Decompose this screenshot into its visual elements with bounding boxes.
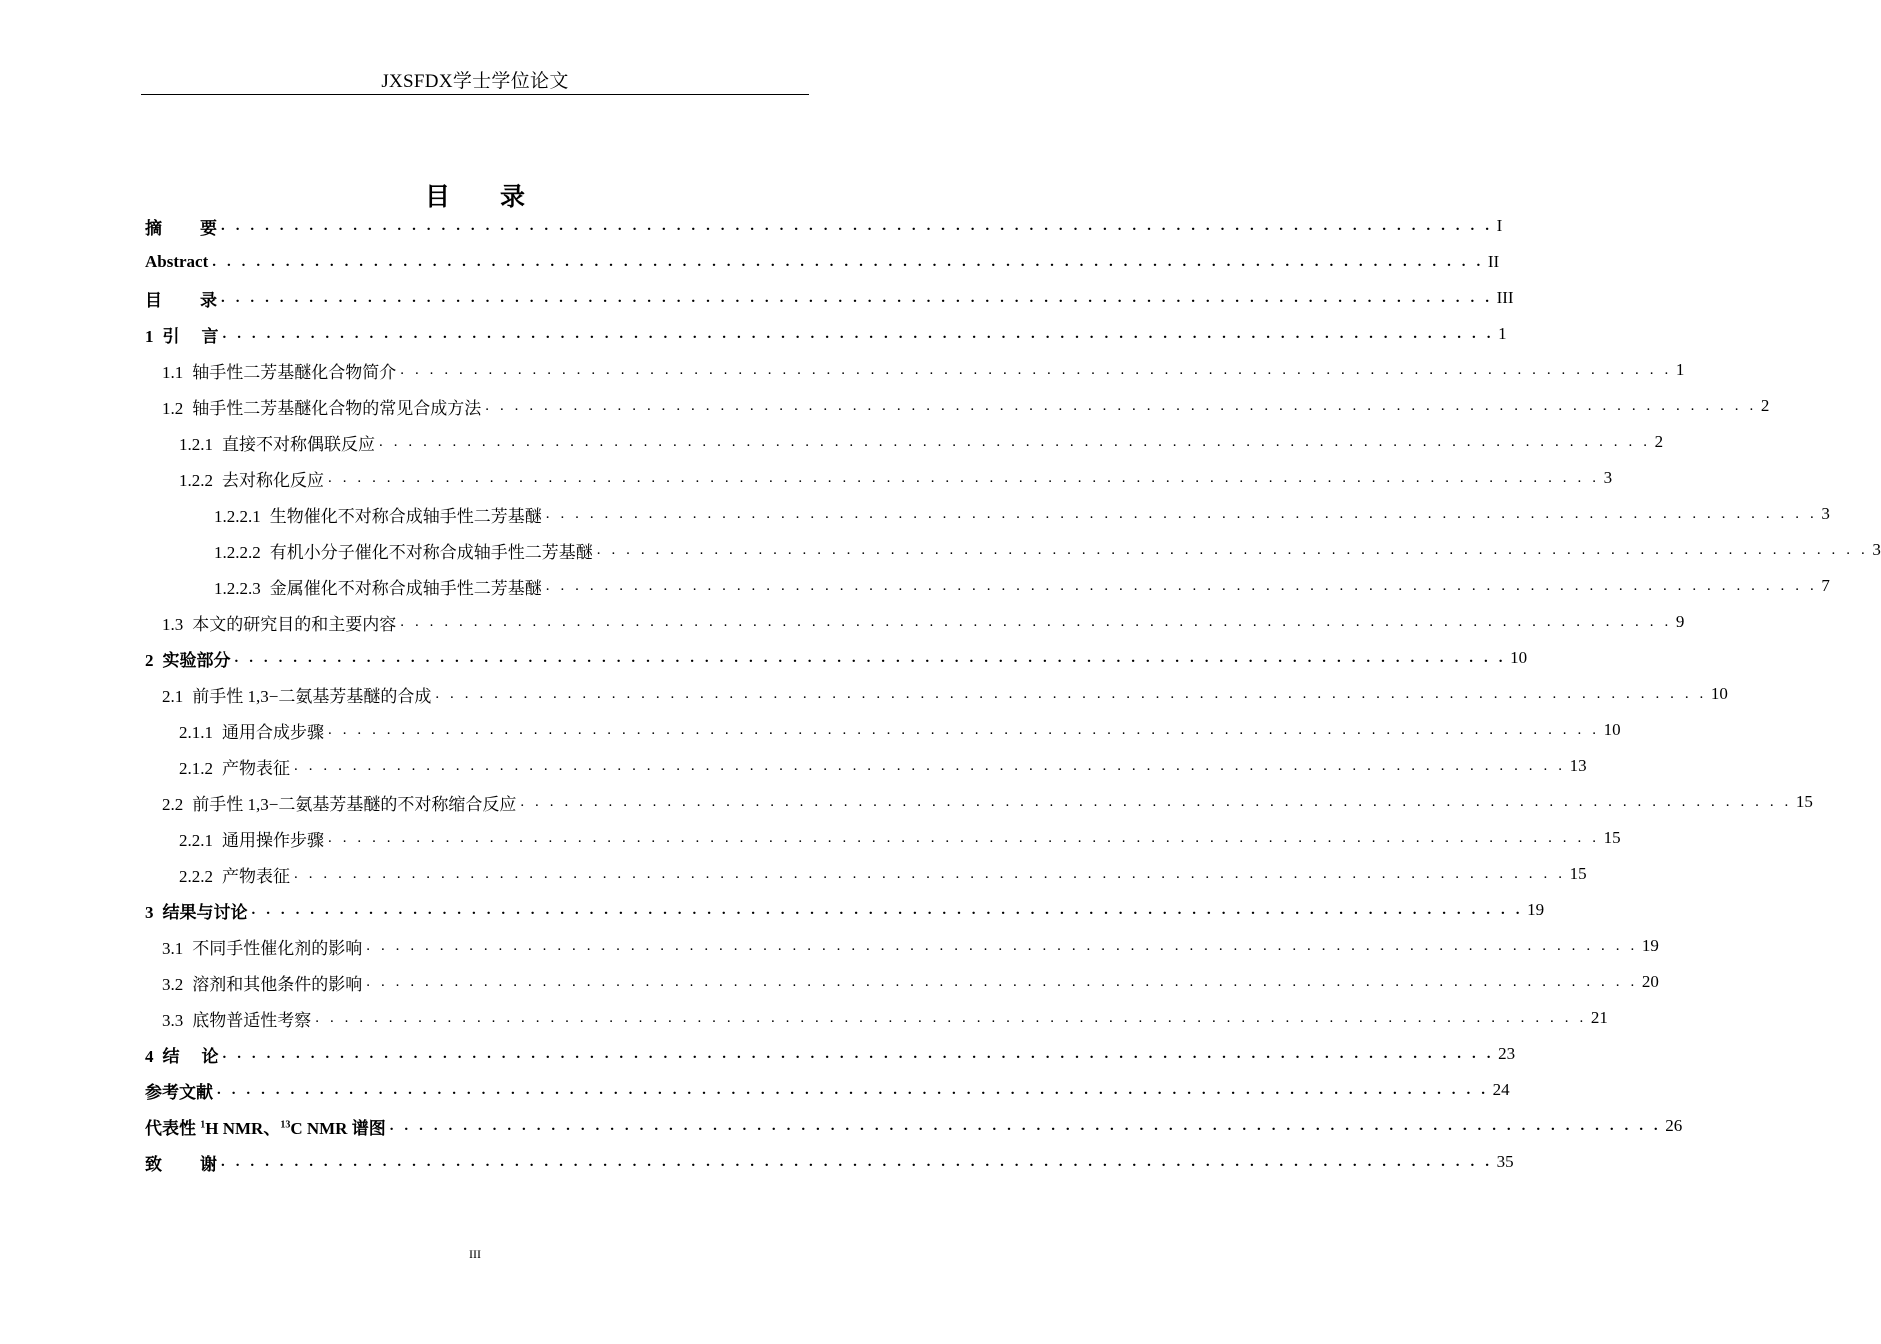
toc-entry-page: 10	[1510, 648, 1528, 667]
toc-entry-page: 2	[1760, 396, 1770, 415]
toc-entry-label	[179, 466, 324, 491]
toc-title-part2: 录	[500, 182, 526, 211]
dot-leader: . . . . . . . . . . . . . . . . . . . . . . . . . . . . . . . . . . . . . . . . . . . . . . . . . . . . . . . . . . . . . . . . . . . . . . . . . . . . . . . . . . . . . . .	[545, 505, 1818, 522]
toc-entry[interactable]	[145, 460, 1613, 496]
table-of-contents	[145, 208, 1881, 1180]
toc-entry[interactable]	[145, 280, 1514, 316]
toc-entry-page: 15	[1603, 828, 1621, 847]
toc-entry-page: 15	[1569, 864, 1587, 883]
toc-entry-page: 9	[1675, 612, 1685, 631]
toc-entry-text: 轴手性二芳基醚化合物的常见合成方法	[192, 398, 482, 418]
dot-leader: . . . . . . . . . . . . . . . . . . . . . . . . . . . . . . . . . . . . . . . . . . . . . . . . . . . . . . . . . . . . . . . . . . . . . . . . . . . . . . . . . . . . . . .	[545, 577, 1818, 594]
dot-leader: . . . . . . . . . . . . . . . . . . . . . . . . . . . . . . . . . . . . . . . . . . . . . . . . . . . . . . . . . . . . . . . . . . . . . . . . . . . . . . . . . . . . . . .	[366, 973, 1638, 990]
toc-entry[interactable]	[145, 748, 1587, 784]
toc-entry-text: 去对称化反应	[222, 470, 324, 490]
toc-entry-page: 3	[1603, 468, 1613, 487]
dot-leader: . . . . . . . . . . . . . . . . . . . . . . . . . . . . . . . . . . . . . . . . . . . . . . . . . . . . . . . . . . . . . . . . . . . . . . . . . . . . . . . . . . . . . . .	[315, 1009, 1587, 1026]
toc-entry-label	[145, 898, 248, 923]
toc-entry-label	[214, 574, 542, 599]
toc-entry-number: 3	[145, 902, 154, 922]
dot-leader: . . . . . . . . . . . . . . . . . . . . . . . . . . . . . . . . . . . . . . . . . . . . . . . . . . . . . . . . . . . . . . . . . . . . . . . . . . . . . . . . . . . . . . .	[212, 253, 1484, 270]
toc-entry-number: 2	[145, 650, 154, 670]
toc-entry-label	[145, 286, 217, 311]
header-rule	[141, 94, 809, 95]
toc-entry-number: 2.1	[162, 686, 184, 706]
toc-entry-number: 3.2	[162, 974, 184, 994]
toc-entry-text: 实验部分	[162, 650, 231, 670]
dot-leader: . . . . . . . . . . . . . . . . . . . . . . . . . . . . . . . . . . . . . . . . . . . . . . . . . . . . . . . . . . . . . . . . . . . . . . . . . . . . . . . . . . . . . . .	[222, 325, 1495, 342]
toc-entry-label	[214, 538, 593, 563]
toc-entry-page: II	[1487, 252, 1500, 271]
dot-leader: . . . . . . . . . . . . . . . . . . . . . . . . . . . . . . . . . . . . . . . . . . . . . . . . . . . . . . . . . . . . . . . . . . . . . . . . . . . . . . . . . . . . . . .	[221, 289, 1493, 306]
dot-leader: . . . . . . . . . . . . . . . . . . . . . . . . . . . . . . . . . . . . . . . . . . . . . . . . . . . . . . . . . . . . . . . . . . . . . . . . . . . . . . . . . . . . . . .	[222, 1045, 1495, 1062]
toc-entry-text: Abstract	[145, 252, 209, 271]
toc-entry[interactable]	[145, 676, 1728, 712]
running-header: JXSFDX学士学位论文	[381, 71, 569, 92]
toc-entry-number: 2.2.2	[179, 866, 213, 886]
toc-entry-page: 1	[1675, 360, 1685, 379]
dot-leader: . . . . . . . . . . . . . . . . . . . . . . . . . . . . . . . . . . . . . . . . . . . . . . . . . . . . . . . . . . . . . . . . . . . . . . . . . . . . . . . . . . . . . . .	[520, 793, 1792, 810]
dot-leader: . . . . . . . . . . . . . . . . . . . . . . . . . . . . . . . . . . . . . . . . . . . . . . . . . . . . . . . . . . . . . . . . . . . . . . . . . . . . . . . . . . . . . . .	[328, 829, 1600, 846]
toc-entry-label	[145, 1150, 217, 1175]
toc-entry-page: 26	[1665, 1116, 1683, 1135]
toc-entry-label-p3: C NMR 谱图	[290, 1118, 386, 1138]
toc-entry-text: 结果与讨论	[162, 902, 248, 922]
toc-entry-number: 3.1	[162, 938, 184, 958]
toc-entry-page: 2	[1654, 432, 1664, 451]
toc-entry-number: 3.3	[162, 1010, 184, 1030]
toc-entry-label	[162, 682, 431, 707]
toc-entry-text: 溶剂和其他条件的影响	[192, 974, 363, 994]
toc-entry-page: 13	[1569, 756, 1587, 775]
toc-entry-label	[179, 430, 375, 455]
toc-entry-label	[145, 1042, 219, 1067]
toc-entry[interactable]	[145, 1000, 1608, 1036]
toc-entry-page: 24	[1492, 1080, 1510, 1099]
toc-entry[interactable]	[145, 964, 1659, 1000]
toc-entry-label	[162, 610, 396, 635]
toc-entry-label-part2: 谢	[200, 1154, 217, 1174]
toc-entry-number: 1.1	[162, 362, 184, 382]
toc-entry-page: 21	[1590, 1008, 1608, 1027]
dot-leader: . . . . . . . . . . . . . . . . . . . . . . . . . . . . . . . . . . . . . . . . . . . . . . . . . . . . . . . . . . . . . . . . . . . . . . . . . . . . . . . . . . . . . . .	[251, 901, 1524, 918]
toc-entry-text: 通用合成步骤	[222, 722, 324, 742]
dot-leader: . . . . . . . . . . . . . . . . . . . . . . . . . . . . . . . . . . . . . . . . . . . . . . . . . . . . . . . . . . . . . . . . . . . . . . . . . . . . . . . . . . . . . . .	[294, 757, 1566, 774]
dot-leader: . . . . . . . . . . . . . . . . . . . . . . . . . . . . . . . . . . . . . . . . . . . . . . . . . . . . . . . . . . . . . . . . . . . . . . . . . . . . . . . . . . . . . . .	[379, 433, 1651, 450]
dot-leader: . . . . . . . . . . . . . . . . . . . . . . . . . . . . . . . . . . . . . . . . . . . . . . . . . . . . . . . . . . . . . . . . . . . . . . . . . . . . . . . . . . . . . . .	[294, 865, 1566, 882]
toc-entry-label-part2: 论	[201, 1046, 219, 1066]
toc-entry-text: 通用操作步骤	[222, 830, 324, 850]
toc-entry-number: 2.1.2	[179, 758, 213, 778]
toc-entry-page: 23	[1498, 1044, 1516, 1063]
toc-entry-label	[162, 790, 516, 815]
toc-entry[interactable]	[145, 424, 1664, 460]
toc-entry-text: 直接不对称偶联反应	[222, 434, 375, 454]
dot-leader: . . . . . . . . . . . . . . . . . . . . . . . . . . . . . . . . . . . . . . . . . . . . . . . . . . . . . . . . . . . . . . . . . . . . . . . . . . . . . . . . . . . . . . .	[596, 541, 1869, 558]
toc-entry-text: 金属催化不对称合成轴手性二芳基醚	[269, 578, 542, 598]
toc-entry[interactable]	[145, 1072, 1510, 1108]
toc-entry-label-p1: 代表性	[145, 1118, 201, 1138]
toc-entry-page: 7	[1821, 576, 1830, 595]
toc-entry-page: 19	[1527, 900, 1545, 919]
toc-entry-number: 4	[145, 1046, 154, 1066]
toc-entry-number: 1.2.2.2	[214, 542, 261, 562]
dot-leader: . . . . . . . . . . . . . . . . . . . . . . . . . . . . . . . . . . . . . . . . . . . . . . . . . . . . . . . . . . . . . . . . . . . . . . . . . . . . . . . . . . . . . . .	[234, 649, 1507, 666]
toc-entry-text: 不同手性催化剂的影响	[192, 938, 363, 958]
dot-leader: . . . . . . . . . . . . . . . . . . . . . . . . . . . . . . . . . . . . . . . . . . . . . . . . . . . . . . . . . . . . . . . . . . . . . . . . . . . . . . . . . . . . . . .	[217, 1081, 1489, 1098]
toc-entry-label	[179, 718, 324, 743]
dot-leader: . . . . . . . . . . . . . . . . . . . . . . . . . . . . . . . . . . . . . . . . . . . . . . . . . . . . . . . . . . . . . . . . . . . . . . . . . . . . . . . . . . . . . . .	[435, 685, 1707, 702]
toc-entry-number: 2.2.1	[179, 830, 213, 850]
toc-entry-label-part1: 引	[162, 326, 180, 346]
toc-entry-label-part2: 要	[200, 218, 217, 238]
toc-entry-text: 生物催化不对称合成轴手性二芳基醚	[269, 506, 542, 526]
toc-entry-page: 19	[1641, 936, 1659, 955]
dot-leader: . . . . . . . . . . . . . . . . . . . . . . . . . . . . . . . . . . . . . . . . . . . . . . . . . . . . . . . . . . . . . . . . . . . . . . . . . . . . . . . . . . . . . . .	[328, 469, 1600, 486]
toc-entry[interactable]	[145, 928, 1659, 964]
page-number: III	[469, 1247, 481, 1261]
dot-leader: . . . . . . . . . . . . . . . . . . . . . . . . . . . . . . . . . . . . . . . . . . . . . . . . . . . . . . . . . . . . . . . . . . . . . . . . . . . . . . . . . . . . . . .	[366, 937, 1638, 954]
toc-entry[interactable]	[145, 892, 1545, 928]
toc-entry-text: 本文的研究目的和主要内容	[192, 614, 397, 634]
toc-entry-page: 10	[1603, 720, 1621, 739]
toc-entry-label	[162, 394, 481, 419]
toc-entry-number: 2.2	[162, 794, 184, 814]
toc-entry-page: 20	[1641, 972, 1659, 991]
toc-entry[interactable]	[145, 208, 1503, 244]
toc-entry-page: I	[1496, 216, 1503, 235]
toc-entry-page: 15	[1795, 792, 1813, 811]
toc-entry[interactable]	[145, 640, 1528, 676]
toc-entry-label-part1: 目	[145, 290, 162, 310]
dot-leader: . . . . . . . . . . . . . . . . . . . . . . . . . . . . . . . . . . . . . . . . . . . . . . . . . . . . . . . . . . . . . . . . . . . . . . . . . . . . . . . . . . . . . . .	[485, 397, 1757, 414]
toc-entry-label	[179, 826, 324, 851]
toc-entry[interactable]	[145, 352, 1685, 388]
dot-leader: . . . . . . . . . . . . . . . . . . . . . . . . . . . . . . . . . . . . . . . . . . . . . . . . . . . . . . . . . . . . . . . . . . . . . . . . . . . . . . . . . . . . . . .	[389, 1117, 1662, 1134]
toc-entry-text: 有机小分子催化不对称合成轴手性二芳基醚	[269, 542, 593, 562]
toc-entry[interactable]	[145, 712, 1621, 748]
toc-entry[interactable]	[145, 388, 1770, 424]
toc-entry[interactable]	[145, 244, 1500, 280]
toc-entry-label	[179, 754, 290, 779]
toc-entry[interactable]	[145, 1036, 1516, 1072]
toc-entry-label	[145, 1078, 213, 1103]
dot-leader: . . . . . . . . . . . . . . . . . . . . . . . . . . . . . . . . . . . . . . . . . . . . . . . . . . . . . . . . . . . . . . . . . . . . . . . . . . . . . . . . . . . . . . .	[221, 217, 1493, 234]
toc-entry[interactable]	[145, 496, 1830, 532]
toc-entry[interactable]	[145, 1144, 1514, 1180]
toc-entry-label-part1: 致	[145, 1154, 162, 1174]
toc-entry-number: 1.2.2	[179, 470, 213, 490]
toc-entry-page: 3	[1821, 504, 1830, 523]
toc-entry-text: 轴手性二芳基醚化合物简介	[192, 362, 397, 382]
toc-entry[interactable]	[145, 568, 1830, 604]
toc-entry-number: 1.2.1	[179, 434, 213, 454]
toc-entry-text: 参考文献	[145, 1082, 213, 1102]
toc-entry-label-s2: 13	[280, 1118, 291, 1130]
toc-entry[interactable]	[145, 316, 1507, 352]
toc-entry-label	[162, 358, 396, 383]
toc-entry-label	[162, 934, 362, 959]
toc-entry-label	[145, 646, 231, 671]
dot-leader: . . . . . . . . . . . . . . . . . . . . . . . . . . . . . . . . . . . . . . . . . . . . . . . . . . . . . . . . . . . . . . . . . . . . . . . . . . . . . . . . . . . . . . .	[400, 361, 1672, 378]
toc-entry-text: 产物表征	[222, 758, 290, 778]
toc-entry-label	[145, 214, 217, 239]
toc-entry-number: 1.2.2.1	[214, 506, 261, 526]
toc-entry-page: 10	[1710, 684, 1728, 703]
toc-entry[interactable]	[145, 1108, 1683, 1144]
toc-entry-label-part1: 摘	[145, 218, 162, 238]
toc-entry-number: 1.2	[162, 398, 184, 418]
toc-entry[interactable]	[145, 856, 1587, 892]
dot-leader: . . . . . . . . . . . . . . . . . . . . . . . . . . . . . . . . . . . . . . . . . . . . . . . . . . . . . . . . . . . . . . . . . . . . . . . . . . . . . . . . . . . . . . .	[221, 1153, 1493, 1170]
toc-entry-page: 1	[1498, 324, 1507, 343]
toc-entry-label	[162, 970, 362, 995]
toc-entry[interactable]	[145, 532, 1881, 568]
toc-entry-label	[179, 862, 290, 887]
toc-entry-label	[145, 1114, 386, 1139]
toc-entry[interactable]	[145, 784, 1813, 820]
toc-entry[interactable]	[145, 820, 1621, 856]
toc-entry-label-p2: H NMR、	[205, 1118, 281, 1138]
toc-entry-number: 1	[145, 326, 154, 346]
toc-entry-number: 1.2.2.3	[214, 578, 261, 598]
dot-leader: . . . . . . . . . . . . . . . . . . . . . . . . . . . . . . . . . . . . . . . . . . . . . . . . . . . . . . . . . . . . . . . . . . . . . . . . . . . . . . . . . . . . . . .	[400, 613, 1672, 630]
toc-entry-number: 1.3	[162, 614, 184, 634]
dot-leader: . . . . . . . . . . . . . . . . . . . . . . . . . . . . . . . . . . . . . . . . . . . . . . . . . . . . . . . . . . . . . . . . . . . . . . . . . . . . . . . . . . . . . . .	[328, 721, 1600, 738]
toc-entry-label	[145, 322, 219, 347]
toc-entry-page: 35	[1496, 1152, 1514, 1171]
toc-entry-label-part2: 录	[200, 290, 217, 310]
toc-entry-text: 前手性 1,3−二氨基芳基醚的合成	[192, 686, 432, 706]
toc-entry-text: 前手性 1,3−二氨基芳基醚的不对称缩合反应	[192, 794, 517, 814]
toc-entry-number: 2.1.1	[179, 722, 213, 742]
toc-entry-label-part1: 结	[162, 1046, 180, 1066]
toc-entry-label	[214, 502, 542, 527]
toc-entry-text: 底物普适性考察	[192, 1010, 312, 1030]
toc-entry-label-part2: 言	[201, 326, 219, 346]
toc-entry-label	[145, 252, 208, 272]
toc-entry-text: 产物表征	[222, 866, 290, 886]
toc-entry-label	[162, 1006, 311, 1031]
toc-entry-label-s1: 1	[200, 1118, 206, 1130]
toc-entry-page: III	[1496, 288, 1514, 307]
toc-entry[interactable]	[145, 604, 1685, 640]
toc-title-part1: 目	[424, 182, 450, 211]
toc-entry-page: 3	[1872, 540, 1881, 559]
